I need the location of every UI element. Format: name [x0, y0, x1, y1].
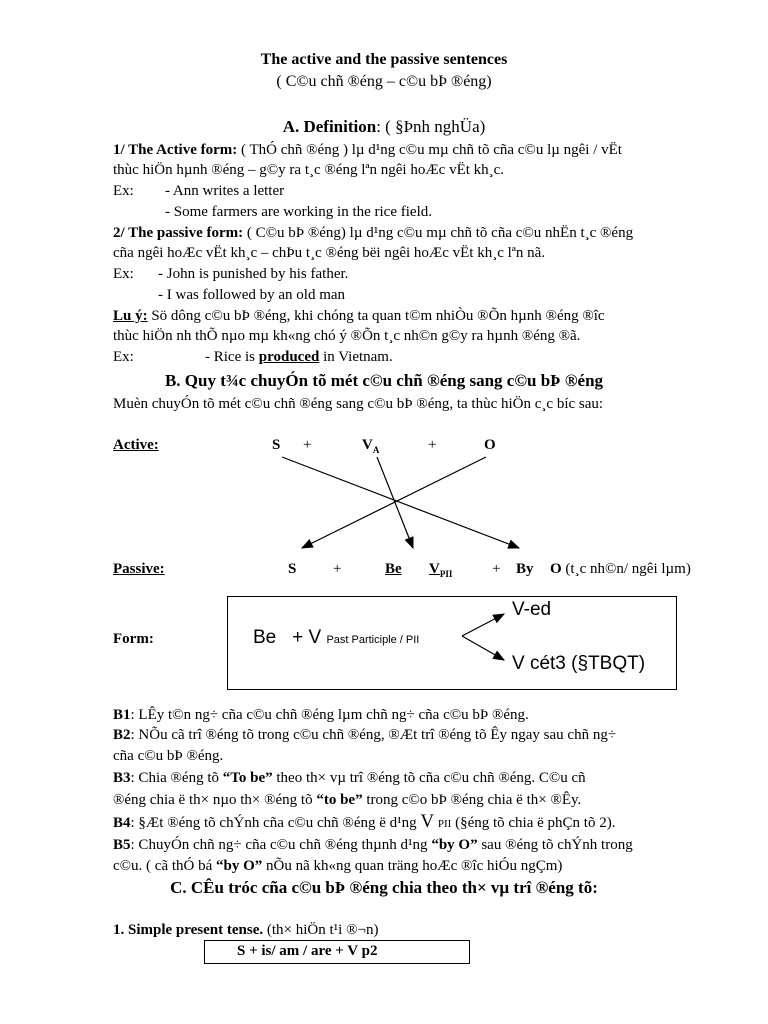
passive-row-s: S [288, 561, 297, 577]
passive-row-label: Passive: [113, 561, 165, 577]
passive-row-v: $V_{PII}$ [429, 561, 453, 579]
active-row-o: O [484, 437, 496, 453]
note-line-2: thùc hiÖn nh thÕ nµo mµ kh«ng chó ý ®Õn t¸c nh©n g©y ra hµnh ®éng ®ã. [113, 328, 581, 344]
step-b4: B4: §Æt ®éng tõ chÝnh cña c©u chñ ®éng ë d¹ng V PII (§éng tõ chia ë phÇn tõ 2). [113, 811, 616, 832]
active-example-1: - Ann writes a letter [165, 183, 285, 199]
step-b2-line-1: B2: NÕu cã trî ®éng tõ trong c©u chñ ®éng, ®Æt trî ®éng tõ Êy ngay sau chñ ng÷ [113, 727, 617, 743]
active-form-line-2: thùc hiÖn hµnh ®éng – g©y ra t¸c ®éng lªn ngêi hoÆc vËt kh¸c. [113, 162, 505, 178]
form-ved: V-ed [512, 599, 552, 620]
form-formula: Be + V Past Participle / PII [253, 627, 420, 648]
step-b3-line-2: ®éng chia ë th× nµo th× ®éng tõ “to be” trong c©o bÞ ®éng chia ë th× ®Êy. [113, 792, 582, 808]
active-example-2: - Some farmers are working in the rice field. [165, 204, 432, 220]
section-c-heading: C. CÊu tróc cña c©u bÞ ®éng chia theo th× vµ trî ®éng tõ: [170, 878, 598, 897]
passive-row-o: O (t¸c nh©n/ ngêi lµm) [550, 561, 691, 577]
step-b3-line-1: B3: Chia ®éng tõ “To be” theo th× vµ trî ®éng tõ cña c©u chñ ®éng. C©u cñ [113, 770, 586, 786]
step-b5-line-1: B5: ChuyÓn chñ ng÷ cña c©u chñ ®éng thµnh d¹ng “by O” sau ®éng tõ chÝnh trong [113, 837, 633, 853]
simple-present-label: 1. Simple present tense. (th× hiÖn t¹i ®¬n) [113, 922, 379, 938]
section-b-intro: Muèn chuyÓn tõ mét c©u chñ ®éng sang c©u bÞ ®éng, ta thùc hiÖn c¸c bíc sau: [113, 396, 604, 412]
passive-row-plus-2: + [492, 561, 501, 577]
passive-form-line-2: cña ngêi hoÆc vËt kh¸c – chÞu t¸c ®éng bëi ngêi hoÆc vËt kh¸c lªn nã. [113, 245, 546, 261]
active-ex-label: Ex: [113, 183, 134, 199]
step-b2-line-2: cña c©u bÞ ®éng. [113, 748, 224, 764]
page-subtitle: ( C©u chñ ®éng – c©u bÞ ®éng) [276, 73, 492, 90]
section-a-heading: A. Definition: ( §Þnh nghÜa) [282, 117, 486, 136]
active-row-s: S [272, 437, 281, 453]
step-b5-line-2: c©u. ( cã thÓ bá “by O” nÕu nã kh«ng quan träng hoÆc ®îc hiÓu ngÇm) [113, 858, 563, 874]
passive-example-1: - John is punished by his father. [158, 266, 349, 282]
active-row-v: $V_A$ [362, 437, 380, 455]
note-example: - Rice is produced in Vietnam. [205, 349, 393, 365]
passive-row-be: Be [385, 561, 402, 577]
page-title: The active and the passive sentences [260, 51, 508, 68]
active-row-plus-1: + [303, 437, 312, 453]
step-b1: B1: LÊy t©n ng÷ cña c©u chñ ®éng lµm chñ ng÷ cña c©u bÞ ®éng. [113, 707, 529, 723]
note-ex-label: Ex: [113, 349, 134, 365]
form-vcot3: V cét3 (§TBQT) [512, 653, 646, 674]
passive-example-2: - I was followed by an old man [158, 287, 346, 303]
simple-present-formula: S + is/ am / are + V p2 [237, 943, 378, 959]
passive-row-by: By [516, 561, 534, 577]
passive-ex-label: Ex: [113, 266, 134, 282]
form-label: Form: [113, 631, 154, 647]
passive-row-plus-1: + [333, 561, 342, 577]
arrow-o-to-s [302, 457, 486, 548]
section-b-heading: B. Quy t¾c chuyÓn tõ mét c©u chñ ®éng sang c©u bÞ ®éng [164, 371, 604, 390]
passive-form-line-1: 2/ The passive form: ( C©u bÞ ®éng) lµ d¹ng c©u mµ chñ tõ cña c©u nhËn t¸c ®éng [113, 225, 634, 241]
arrow-s-to-by-o [282, 457, 519, 548]
active-row-plus-2: + [428, 437, 437, 453]
note-line-1: Lu ý: Sö dông c©u bÞ ®éng, khi chóng ta quan t©m nhiÒu ®Õn hµnh ®éng ®îc [113, 308, 605, 324]
active-form-line-1: 1/ The Active form: ( ThÓ chñ ®éng ) lµ d¹ng c©u mµ chñ tõ cña c©u lµ ngêi / vËt [113, 142, 622, 158]
active-row-label: Active: [113, 437, 159, 453]
